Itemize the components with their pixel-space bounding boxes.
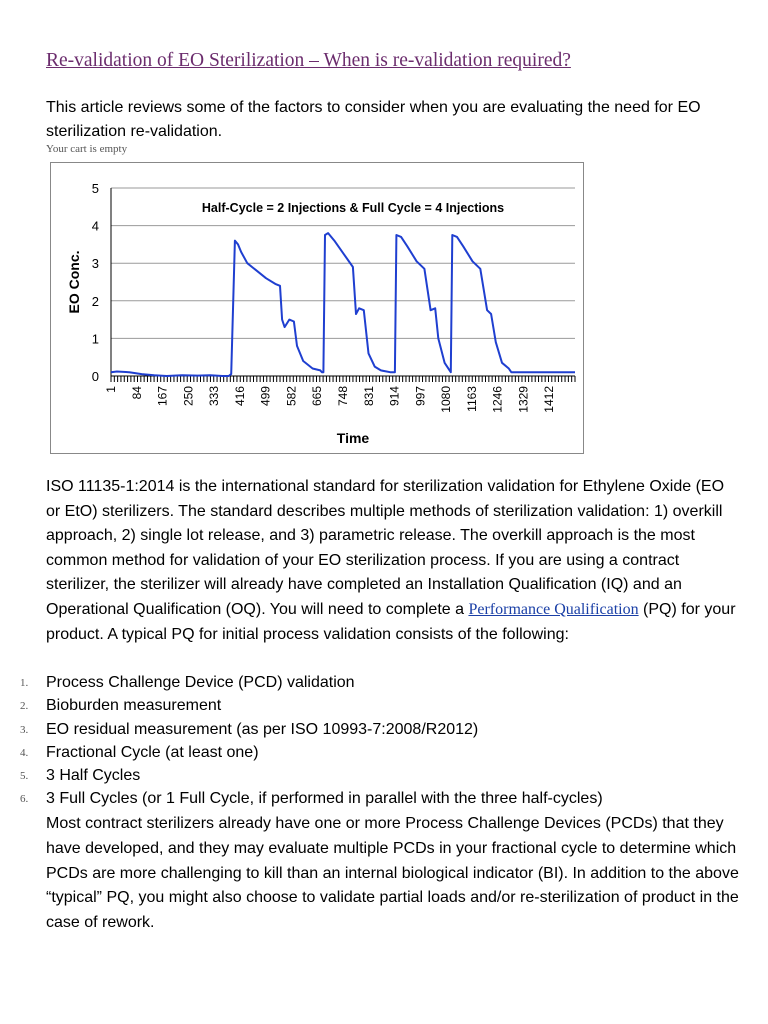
- x-tick-label: 1412: [542, 386, 557, 413]
- list-item: [0, 787, 768, 810]
- cart-status[interactable]: Your cart is empty: [46, 143, 128, 155]
- list-number: 5.: [20, 770, 29, 783]
- list-item: [0, 741, 768, 764]
- y-tick-label: 1: [91, 331, 99, 347]
- x-tick-label: 499: [258, 386, 273, 407]
- y-tick-label: 0: [91, 369, 99, 384]
- x-tick-label: 333: [207, 386, 222, 407]
- article-title: Re-validation of EO Sterilization – When is re-validation required?: [46, 50, 571, 71]
- iso-paragraph: [46, 475, 736, 647]
- x-tick-label: 1080: [439, 386, 454, 413]
- x-tick-label: 1329: [516, 386, 531, 413]
- pq-steps-list: [0, 671, 768, 811]
- series-line: [111, 233, 575, 376]
- performance-qualification-link[interactable]: Performance Qualification: [468, 600, 639, 618]
- y-axis-label: EO Conc.: [66, 250, 82, 314]
- chart-canvas: [51, 163, 583, 453]
- list-number: 1.: [20, 677, 29, 689]
- x-tick-label: 1163: [464, 386, 479, 412]
- list-number: 4.: [20, 746, 29, 759]
- x-tick-label: 665: [310, 386, 325, 407]
- x-tick-label: 914: [387, 386, 402, 407]
- closing-paragraph: Most contract sterilizers already have one or more Process Challenge Devices (PCDs) that they have developed, and they may evaluate multiple PCDs in your fractional cycle to determine which PCDs are more challenging to kill than an internal biological indicator (BI). In addition to the above “typical” PQ, you might also choose to validate partial loads and/or re-sterilization of product in the case of rework.: [46, 815, 739, 932]
- article-intro: This article reviews some of the factors to consider when you are evaluating the need for EO sterilization re-validation.: [46, 99, 701, 140]
- x-tick-label: 167: [155, 386, 170, 407]
- x-tick-label: 831: [361, 386, 376, 407]
- chart-annotation: Half-Cycle = 2 Injections & Full Cycle = 4 Injections: [201, 201, 505, 215]
- iso-text: ISO 11135-1:2014 is the international standard for sterilization validation for Ethylene Oxide (EO or EtO) sterilizers. The standard describes multiple methods of sterilization validation: 1) overkill approach, 2) single lot release, and 3) parametric release. The overkill approach is the most common method for validation of your EO sterilization process. If you are using a contract sterilizer, the sterilizer will already have completed an Installation Qualification (IQ) and an Operational Qualification (OQ). You will need to complete a: [46, 478, 725, 618]
- x-axis-label: Time: [336, 430, 370, 446]
- list-text: Fractional Cycle (at least one): [46, 743, 259, 761]
- list-text: EO residual measurement (as per ISO 10993-7:2008/R2012): [46, 720, 479, 738]
- y-tick-label: 4: [91, 218, 99, 234]
- x-tick-label: 84: [129, 386, 144, 400]
- iso-text-cont: (PQ) for your product. A typical PQ for initial process validation consists of the following:: [46, 600, 736, 643]
- list-text: Process Challenge Device (PCD) validation: [46, 674, 355, 691]
- x-tick-label: 250: [181, 386, 196, 407]
- list-item: [0, 718, 768, 741]
- x-tick-label: 748: [336, 386, 350, 407]
- y-tick-label: 2: [91, 293, 99, 309]
- x-tick-label: 1246: [490, 386, 505, 413]
- y-tick-label: 3: [91, 256, 99, 272]
- y-tick-label: 5: [91, 181, 99, 196]
- x-tick-label: 997: [413, 386, 428, 407]
- list-text: Bioburden measurement: [46, 697, 222, 715]
- list-text: 3 Full Cycles (or 1 Full Cycle, if performed in parallel with the three half-cycles): [46, 790, 603, 808]
- list-item: [0, 671, 768, 694]
- list-number: 6.: [20, 793, 29, 806]
- x-tick-label: 582: [284, 386, 299, 407]
- list-item: [0, 694, 768, 717]
- x-tick-label: 416: [232, 386, 247, 407]
- list-item: [0, 764, 768, 787]
- list-text: 3 Half Cycles: [46, 767, 141, 785]
- eo-concentration-chart: [50, 162, 584, 454]
- x-tick-label: 1: [104, 386, 118, 393]
- list-number: 2.: [20, 700, 29, 713]
- list-number: 3.: [20, 723, 29, 736]
